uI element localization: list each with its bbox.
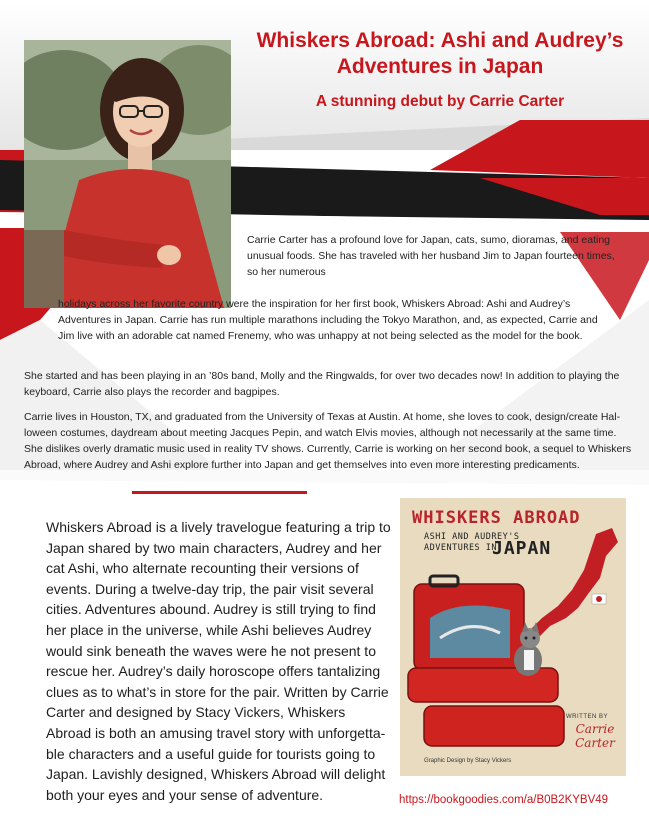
author-bio-houston: Carrie lives in Houston, TX, and graduated from the University of Texas at Austin. At home, she loves to cook, design/create Halloween costumes, daydream about meeting Jacques Pepin, and watch Elvis movies, although not necessarily at the same time. She dislikes overly dramatic music used in reality TV shows. Currently, Carrie is working on her second book, a sequel to Whiskers Abroad, where Audrey and Ashi explore further into Japan and get themselves into even more interesting predicaments. [24, 411, 632, 471]
author-bio-continued: holidays across her favorite country were the inspiration for her first book, Whiskers Abroad: Ashi and Audrey’s Adventures in Japan. Carrie has run multiple marathons including the Tokyo Marathon, and, as expected, Carrie and Jim live with an adorable cat named Frenemy, who was unhappy at not being selected as the model for the book. [58, 298, 598, 342]
cover-design-credit: Graphic Design by Stacy Vickers [424, 758, 512, 764]
cover-author-first: Carrie [575, 722, 615, 736]
cover-written-by: WRITTEN BY [566, 714, 608, 720]
author-bio-band: She started and has been playing in an ’80s band, Molly and the Ringwalds, for over two decades now! In addition to playing the keyboard, Carrie also plays the recorder and bagpipes. [24, 370, 620, 398]
book-link[interactable]: https://bookgoodies.com/a/B0B2KYBV49 [399, 794, 609, 806]
cover-japan: JAPAN [492, 538, 552, 559]
cover-author [566, 722, 624, 750]
author-photo [24, 40, 231, 308]
book-description: Whiskers Abroad is a lively travelogue featuring a trip to Japan shared by two main characters, Audrey and her cat Ashi, who alternate recounting their versions of events. During a twelve-day trip, the pair visit several cities. Adventures abound. Audrey is still trying to find her place in the universe, while Ashi believes Audrey would sink beneath the waves were he not present to rescue her. Audrey’s daily horoscope offers tantalizing clues as to what’s in store for the pair. Written by Carrie Carter and designed by Stacy Vickers, Whiskers Abroad is both an amusing travel story with unforgettable characters and a useful guide for tourists going to Japan. Lavishly designed, Whiskers Abroad will delight both your eyes and your sense of adventure. [46, 519, 391, 803]
page-title: Whiskers Abroad: Ashi and Audrey’s Adventures in Japan [256, 29, 624, 78]
author-bio-intro: Carrie Carter has a profound love for Japan, cats, sumo, dioramas, and eating unusual foods. She has traveled with her husband Jim to Japan fourteen times, so her numerous [247, 234, 615, 278]
cover-author-last: Carter [575, 736, 615, 750]
cover-subtitle-line1: ASHI AND AUDREY'S [424, 532, 520, 542]
cover-title: WHISKERS ABROAD [412, 508, 581, 528]
page-subtitle: A stunning debut by Carrie Carter [315, 93, 565, 110]
book-cover [400, 498, 626, 776]
cover-subtitle-line2: ADVENTURES IN [424, 543, 498, 553]
section-divider [132, 491, 307, 494]
